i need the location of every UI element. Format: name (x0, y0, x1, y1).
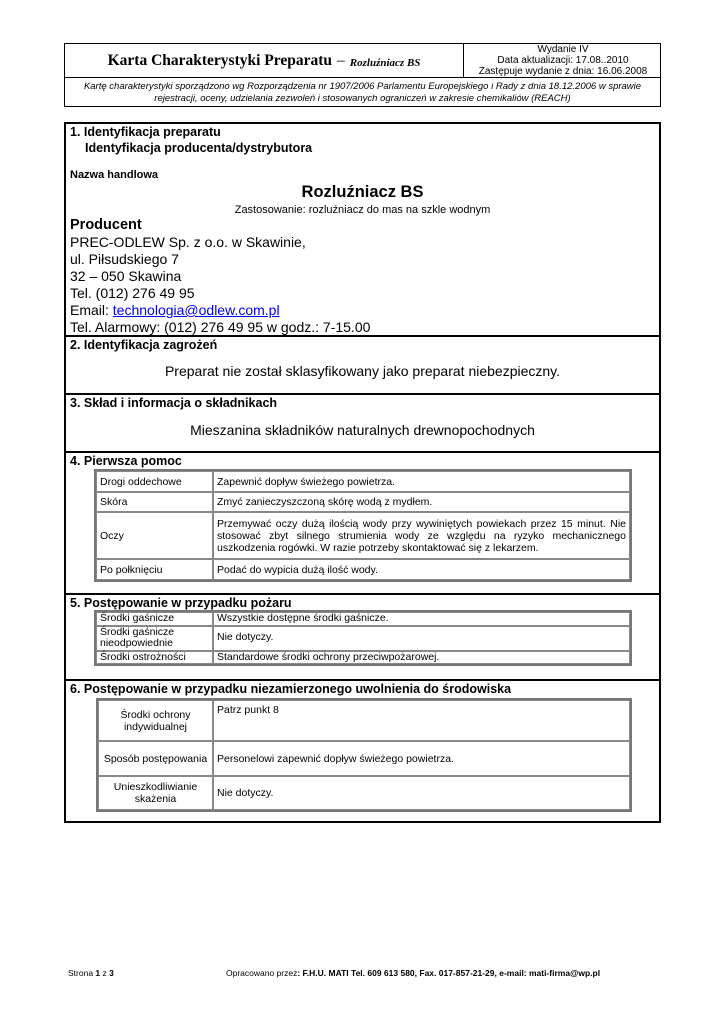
update-date: Data aktualizacji: 17.08..2010 (497, 55, 629, 66)
header-product: Rozluźniacz BS (349, 56, 421, 69)
replaces-edition: Zastępuje wydanie z dnia: 16.06.2008 (478, 66, 648, 77)
content-frame (64, 122, 661, 823)
row-label: Środki gaśnicze nieodpowiednie (96, 626, 213, 651)
row-value: Zapewnić dopływ świeżego powietrza. (213, 471, 630, 492)
row-value: Przemywać oczy dużą ilością wody przy wywiniętych powiekach przez 15 minut. Nie stosować zbyt silnego strumienia wody ze względu na ryzyko mechanicznego uszkodzenia rogówki. W razie potrzeby skontaktować się z lekarzem. (213, 512, 630, 559)
header-dash: – (337, 51, 345, 69)
prepared-by (226, 968, 600, 978)
table-row (96, 626, 630, 651)
section-3-title: 3. Skład i informacja o składnikach (70, 396, 278, 410)
composition-statement: Mieszanina składników naturalnych drewnopochodnych (190, 422, 535, 438)
section-6-title: 6. Postępowanie w przypadku niezamierzonego uwolnienia do środowiska (70, 682, 512, 696)
row-value: Standardowe środki ochrony przeciwpożarowej. (213, 651, 630, 665)
first-aid-table (94, 469, 632, 582)
table-row (96, 492, 630, 512)
page-number (68, 968, 114, 978)
row-value: Wszystkie dostępne środki gaśnicze. (213, 612, 630, 626)
section-4 (66, 451, 659, 591)
row-label: Skóra (96, 492, 213, 512)
section-3 (66, 393, 659, 451)
prepared-by-label: Opracowano przez (226, 968, 298, 978)
fire-table (94, 610, 632, 666)
row-label: Środki ochrony indywidualnej (98, 700, 213, 741)
row-label: Drogi oddechowe (96, 471, 213, 492)
total-pages: 3 (109, 968, 114, 978)
prepared-by-contact: : F.H.U. MATI Tel. 609 613 580, Fax. 017-857-21-29, e-mail: mati-firma@wp.pl (297, 968, 601, 978)
row-label: Unieszkodliwianie skażenia (98, 776, 213, 810)
table-row (98, 776, 630, 810)
table-row (96, 512, 630, 559)
row-value: Zmyć zanieczyszczoną skórę wodą z mydłem. (213, 492, 630, 512)
street-address: ul. Piłsudskiego 7 (70, 251, 179, 267)
header-title-cell (65, 44, 464, 77)
page-prefix: Strona (68, 968, 94, 978)
email-label: Email: (70, 302, 109, 318)
table-row (96, 559, 630, 580)
header-title: Karta Charakterystyki Preparatu (107, 51, 333, 69)
section-2-title: 2. Identyfikacja zagrożeń (70, 338, 218, 352)
product-name: Rozluźniacz BS (301, 183, 424, 201)
section-5 (66, 593, 659, 679)
section-1-subtitle: Identyfikacja producenta/dystrybutora (85, 141, 313, 155)
product-usage: Zastosowanie: rozluźniacz do mas na szkle wodnym (234, 204, 491, 216)
section-2 (66, 335, 659, 393)
section-1 (66, 124, 659, 334)
row-value: Patrz punkt 8 (213, 700, 630, 741)
header-edition-cell (465, 44, 661, 77)
producer-label: Producent (70, 217, 142, 233)
row-value: Podać do wypicia dużą ilość wody. (213, 559, 630, 580)
company-name: PREC-ODLEW Sp. z o.o. w Skawinie, (70, 234, 306, 250)
row-value: Nie dotyczy. (213, 776, 630, 810)
row-label: Środki ostrożności (96, 651, 213, 665)
section-4-title: 4. Pierwsza pomoc (70, 454, 182, 468)
regulation-note: Kartę charakterystyki sporządzono wg Rozporządzenia nr 1907/2006 Parlamentu Europejskiego i Rady z dnia 18.12.2006 w sprawie rejestracji, oceny, udzielania zezwoleń i stosowanych ograniczeń w zakresie chemikaliów (REACH) (64, 78, 661, 107)
row-label: Środki gaśnicze (96, 612, 213, 626)
table-row (96, 612, 630, 626)
section-1-title: 1. Identyfikacja preparatu (70, 125, 221, 139)
section-5-title: 5. Postępowanie w przypadku pożaru (70, 596, 292, 610)
email-link[interactable]: technologia@odlew.com.pl (112, 302, 280, 318)
current-page: 1 (95, 968, 101, 978)
phone: Tel. (012) 276 49 95 (70, 285, 195, 301)
table-row (96, 651, 630, 665)
alarm-phone: Tel. Alarmowy: (012) 276 49 95 w godz.: 7-15.00 (70, 319, 371, 335)
table-row (98, 700, 630, 741)
city-address: 32 – 050 Skawina (70, 268, 182, 284)
section-6 (66, 679, 659, 823)
row-value: Nie dotyczy. (213, 626, 630, 651)
email-line (70, 302, 280, 318)
row-value: Personelowi zapewnić dopływ świeżego powietrza. (213, 741, 630, 776)
row-label: Sposób postępowania (98, 741, 213, 776)
edition: Wydanie IV (537, 44, 589, 55)
page-of: z (102, 968, 107, 978)
table-row (96, 471, 630, 492)
row-label: Oczy (96, 512, 213, 559)
document-header (64, 43, 661, 78)
trade-name-label: Nazwa handlowa (70, 169, 159, 181)
table-row (98, 741, 630, 776)
row-label: Po połknięciu (96, 559, 213, 580)
release-table (96, 698, 632, 812)
hazard-statement: Preparat nie został sklasyfikowany jako preparat niebezpieczny. (164, 363, 561, 379)
